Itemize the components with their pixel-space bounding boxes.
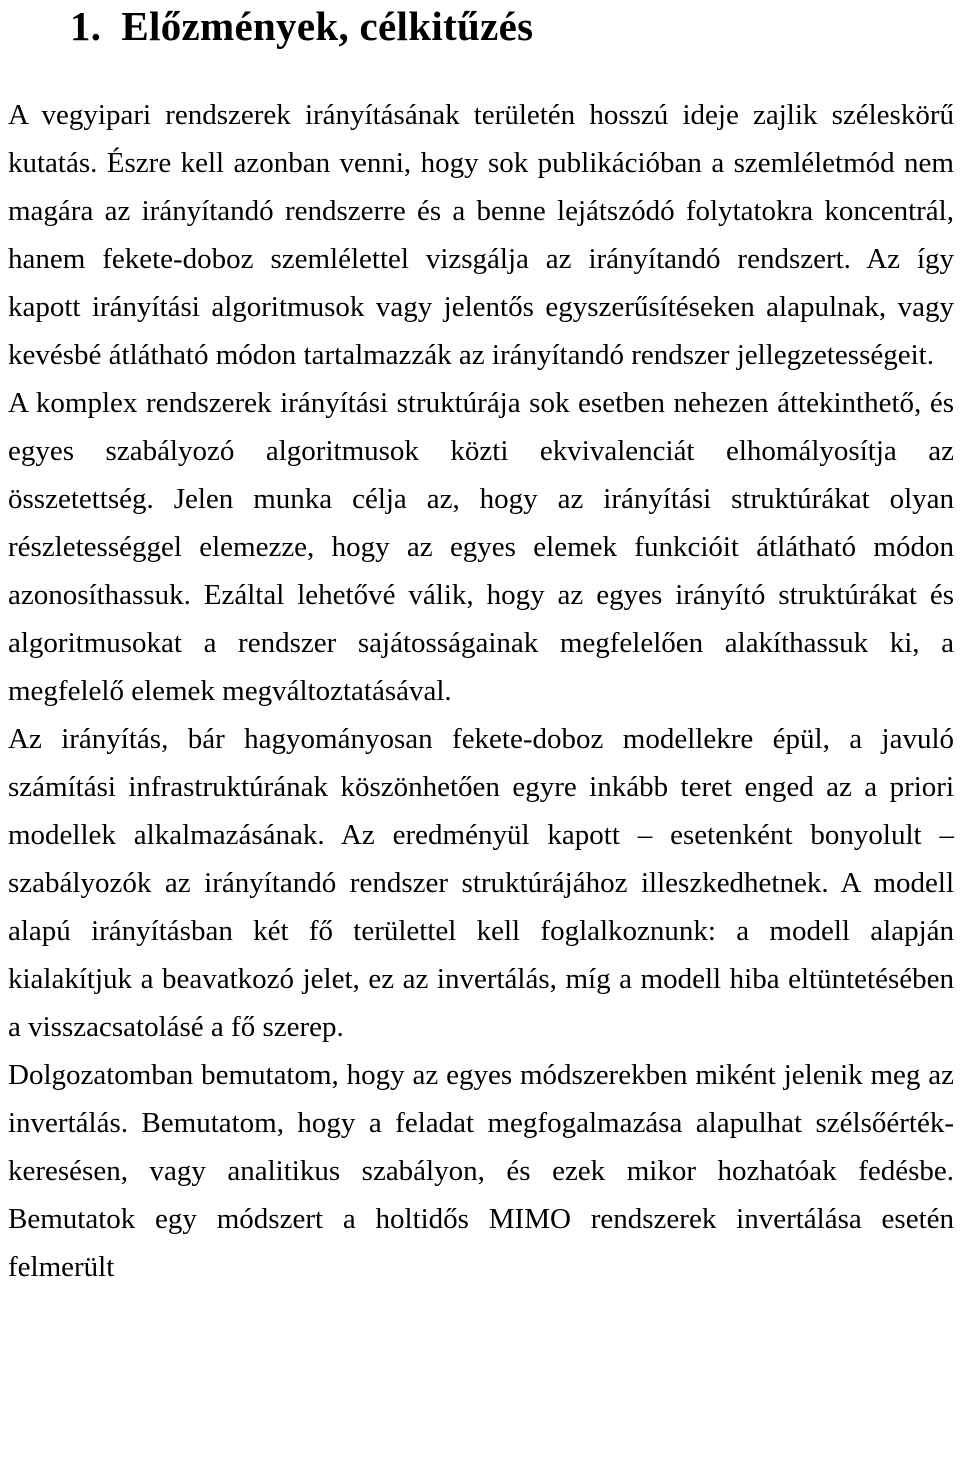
section-heading	[8, 0, 954, 58]
document-page	[8, 0, 954, 1283]
body-text	[8, 91, 954, 1291]
paragraph-4: Dolgozatomban bemutatom, hogy az egyes módszerekben miként jelenik meg az invertálás. Bemutatom, hogy a feladat megfogalmazása alapulhat szélsőérték-keresésen, vagy analitikus szabályon, és ezek mikor hozhatóak fedésbe. Bemutatok egy módszert a holtidős MIMO rendszerek invertálása esetén felmerült	[8, 1059, 954, 1283]
section-number: 1.	[70, 3, 102, 49]
paragraph-3: Az irányítás, bár hagyományosan fekete-doboz modellekre épül, a javuló számítási infrastruktúrának köszönhetően egyre inkább teret enged az a priori modellek alkalmazásának. Az eredményül kapott – esetenként bonyolult – szabályozók az irányítandó rendszer struktúrájához illeszkedhetnek. A modell alapú irányításban két fő területtel kell foglalkoznunk: a modell alapján kialakítjuk a beavatkozó jelet, ez az invertálás, míg a modell hiba eltüntetésében a visszacsatolásé a fő szerep.	[8, 723, 954, 1043]
paragraph-2: A komplex rendszerek irányítási struktúrája sok esetben nehezen áttekinthető, és egyes szabályozó algoritmusok közti ekvivalenciát elhomályosítja az összetettség. Jelen munka célja az, hogy az irányítási struktúrákat olyan részletességgel elemezze, hogy az egyes elemek funkcióit átlátható módon azonosíthassuk. Ezáltal lehetővé válik, hogy az egyes irányító struktúrákat és algoritmusokat a rendszer sajátosságainak megfelelően alakíthassuk ki, a megfelelő elemek megváltoztatásával.	[8, 387, 954, 707]
paragraph-1: A vegyipari rendszerek irányításának területén hosszú ideje zajlik széleskörű kutatás. Észre kell azonban venni, hogy sok publikációban a szemléletmód nem magára az irányítandó rendszerre és a benne lejátszódó folytatokra koncentrál, hanem fekete-doboz szemlélettel vizsgálja az irányítandó rendszert. Az így kapott irányítási algoritmusok vagy jelentős egyszerűsítéseken alapulnak, vagy kevésbé átlátható módon tartalmazzák az irányítandó rendszer jellegzetességeit.	[8, 99, 954, 371]
section-title: Előzmények, célkitűzés	[121, 3, 534, 49]
